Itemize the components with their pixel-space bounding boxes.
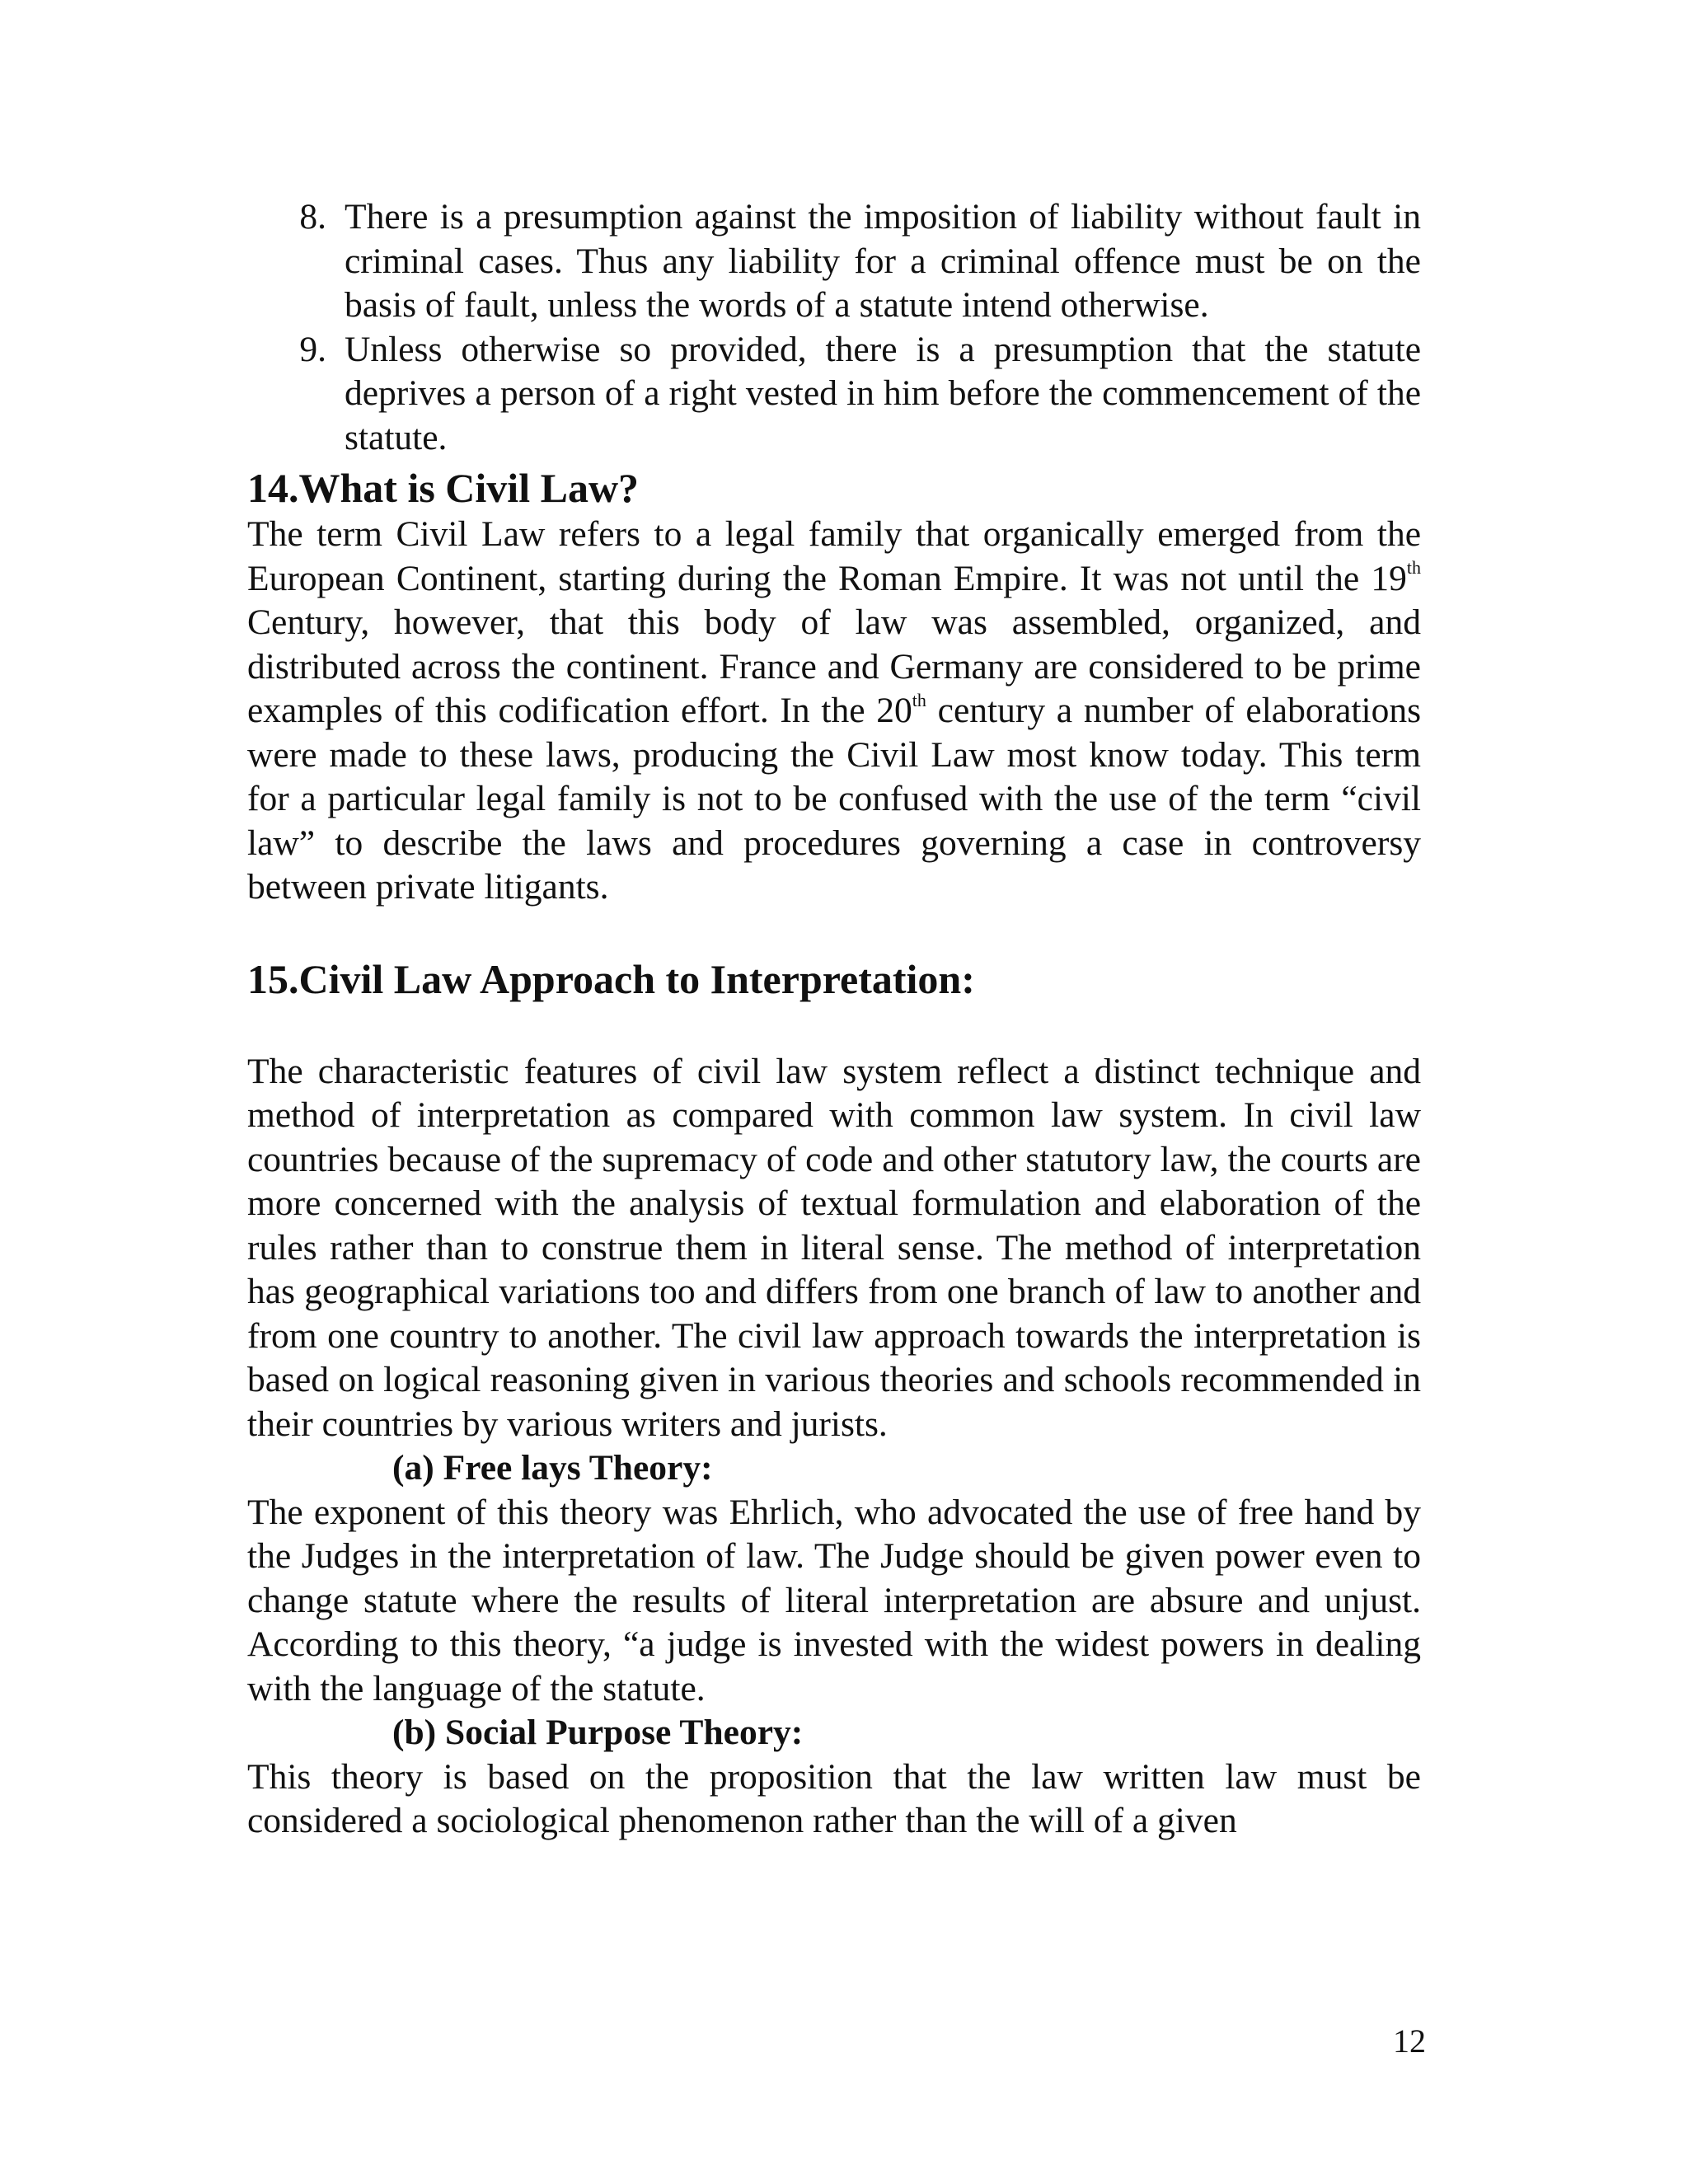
- section-14-heading: 14.What is Civil Law?: [247, 465, 640, 511]
- free-lays-theory-paragraph: The exponent of this theory was Ehrlich, who advocated the use of free hand by the Judges in the interpretation of law. The Judge should be given power even to change statute where the results of literal interpretation are absure and unjust. According to this theory, “a judge is invested with the widest powers in dealing with the language of the statute.: [247, 1492, 1421, 1708]
- section-14-text-part2: Century, however, that this body of law was assembled, organized, and distributed across the continent. France and Germany are considered to be prime examples of this codification effort. In the 20: [247, 602, 1421, 730]
- numbered-list: [247, 195, 1421, 460]
- list-item-text: Unless otherwise so provided, there is a presumption that the statute deprives a person of a right vested in him before the commencement of the statute.: [345, 329, 1421, 457]
- list-item: [247, 328, 1421, 461]
- section-14-paragraph: [247, 513, 1421, 910]
- subheading-free-lays-theory: (a) Free lays Theory:: [392, 1448, 713, 1488]
- list-item-number: 8.: [299, 197, 326, 237]
- list-item: [247, 195, 1421, 328]
- superscript-th: th: [1406, 557, 1421, 578]
- section-14-text-part3: century a number of elaborations were made to these laws, producing the Civil Law most know today. This term for a particular legal family is not to be confused with the use of the term “civil law” to describe the laws and procedures governing a case in controversy between private litigants.: [247, 691, 1421, 907]
- subheading-social-purpose-theory: (b) Social Purpose Theory:: [392, 1713, 804, 1752]
- section-15-heading: 15.Civil Law Approach to Interpretation:: [247, 955, 975, 1002]
- section-15-intro-paragraph: The characteristic features of civil law system reflect a distinct technique and method of interpretation as compared with common law system. In civil law countries because of the supremacy of code and other statutory law, the courts are more concerned with the analysis of textual formulation and elaboration of the rules rather than to construe them in literal sense. The method of interpretation has geographical variations too and differs from one branch of law to another and from one country to another. The civil law approach towards the interpretation is based on logical reasoning given in various theories and schools recommended in their countries by various writers and jurists.: [247, 1051, 1421, 1444]
- page-number: 12: [1393, 2022, 1426, 2060]
- list-item-number: 9.: [299, 329, 326, 369]
- social-purpose-theory-paragraph: This theory is based on the proposition that the law written law must be considered a sociological phenomenon rather than the will of a given: [247, 1756, 1421, 1840]
- superscript-th: th: [912, 689, 926, 710]
- page-content: [247, 195, 1421, 1844]
- list-item-text: There is a presumption against the imposition of liability without fault in criminal cases. Thus any liability for a criminal offence must be on the basis of fault, unless the words of a statute intend otherwise.: [345, 197, 1421, 325]
- section-14-text-part1: The term Civil Law refers to a legal family that organically emerged from the European Continent, starting during the Roman Empire. It was not until the 19: [247, 514, 1421, 598]
